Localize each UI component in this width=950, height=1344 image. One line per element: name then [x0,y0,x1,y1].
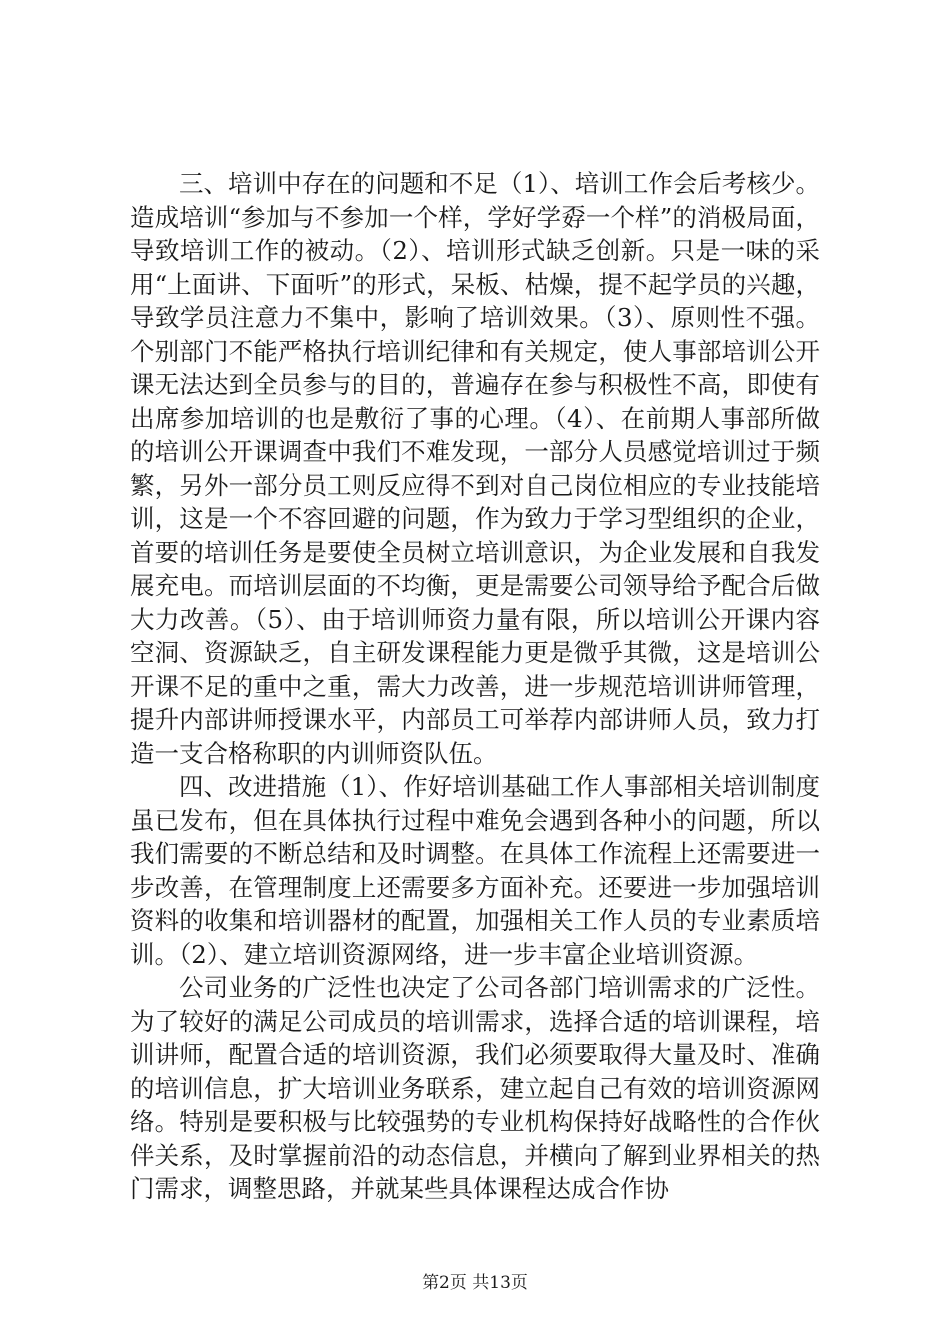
page-number-footer: 第2页 共13页 [422,1273,528,1293]
paragraph-problems: 三、培训中存在的问题和不足（1）、培训工作会后考核少。造成培训“参加与不参加一个样，学好学孬一个样”的消极局面，导致培训工作的被动。（2）、培训形式缺乏创新。只是一味的采用“上面讲、下面听”的形式，呆板、枯燥，提不起学员的兴趣，导致学员注意力不集中，影响了培训效果。（3）、原则性不强。个别部门不能严格执行培训纪律和有关规定，使人事部培训公开课无法达到全员参与的目的，普遍存在参与积极性不高，即使有出席参加培训的也是敷衍了事的心理。（4）、在前期人事部所做的培训公开课调查中我们不难发现，一部分人员感觉培训过于频繁，另外一部分员工则反应得不到对自己岗位相应的专业技能培训，这是一个不容回避的问题，作为致力于学习型组织的企业，首要的培训任务是要使全员树立培训意识，为企业发展和自我发展充电。而培训层面的不均衡，更是需要公司领导给予配合后做大力改善。（5）、由于培训师资力量有限，所以培训公开课内容空洞、资源缺乏，自主研发课程能力更是微乎其微，这是培训公开课不足的重中之重，需大力改善，进一步规范培训讲师管理，提升内部讲师授课水平，内部员工可举荐内部讲师人员，致力打造一支合格称职的内训师资队伍。 [130,169,820,768]
document-body [130,167,820,1206]
paragraph-resources: 公司业务的广泛性也决定了公司各部门培训需求的广泛性。为了较好的满足公司成员的培训需求，选择合适的培训课程，培训讲师，配置合适的培训资源，我们必须要取得大量及时、准确的培训信息，扩大培训业务联系，建立起自己有效的培训资源网络。特别是要积极与比较强势的专业机构保持好战略性的合作伙伴关系，及时掌握前沿的动态信息，并横向了解到业界相关的热门需求，调整思路，并就某些具体课程达成合作协 [130,973,820,1203]
paragraph-improvements: 四、改进措施（1）、作好培训基础工作人事部相关培训制度虽已发布，但在具体执行过程中难免会遇到各种小的问题，所以我们需要的不断总结和及时调整。在具体工作流程上还需要进一步改善，在管理制度上还需要多方面补充。还要进一步加强培训资料的收集和培训器材的配置，加强相关工作人员的专业素质培训。（2）、建立培训资源网络，进一步丰富企业培训资源。 [130,772,820,969]
